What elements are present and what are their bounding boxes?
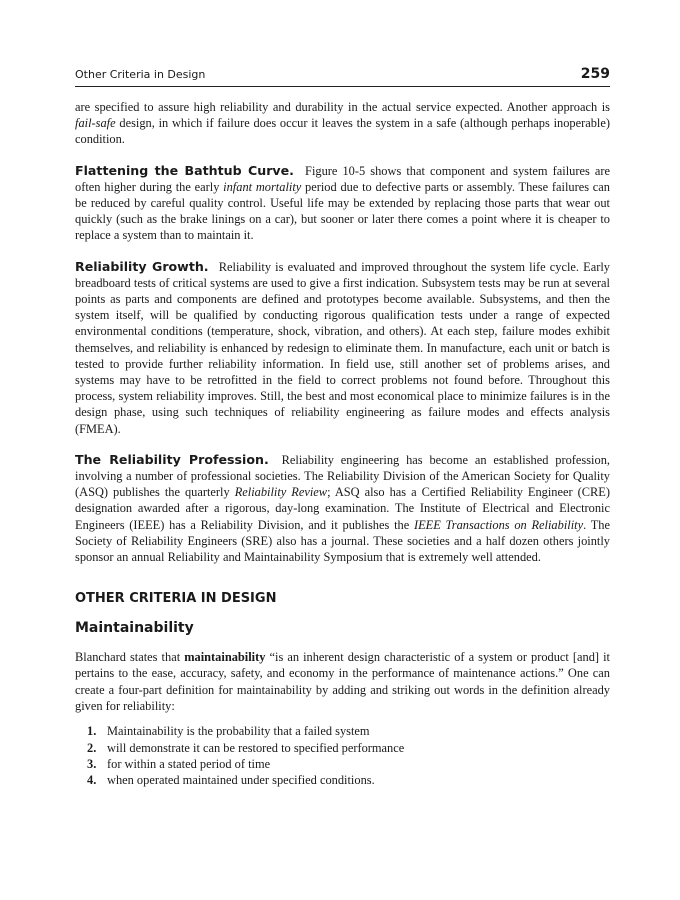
list-item [87,772,610,788]
italic-title: IEEE Transactions on Reliability [413,517,584,532]
paragraph-text: . The Society of Reliability Engineers (SRE) also has a journal. These societies and a half dozen others jointly sponsor an annual Reliability and Maintainability Symposium that is extremely well attended. [75,517,610,565]
run-in-heading: Reliability Growth. [75,258,209,274]
paragraph-text: Reliability is evaluated and improved throughout the system life cycle. Early breadboard tests of critical systems are used to give a first indication. Subsystem tests may be run at several points as parts and components are defined and prototypes become available. Subsystems, and then the system itself, will be qualified by conducting rigorous qualification tests under a range of expected environmental conditions (temperature, shock, vibration, and others). At each step, failure modes exhibit themselves, and reliability is enhanced by redesign to eliminate them. In manufacture, each unit or batch is tested to provide further reliability information. In field use, still another set of problems arises, and systems may have to be retrofitted in the field to correct problems not found before. Throughout this process, system reliability improves. Still, the best and most economical place to minimize failures is in the design phase, using such techniques of reliability engineering as failure modes and effects analysis (FMEA). [75,259,610,436]
italic-term: fail-safe [75,116,116,131]
list-number: 4. [87,773,97,788]
italic-title: Reliability Review [234,485,328,500]
paragraph-text: Blanchard states that [75,650,185,665]
list-text: Maintainability is the probability that a failed system [107,724,370,739]
list-number: 1. [87,724,97,739]
paragraph-reliability-profession [75,452,610,565]
paragraph-fail-safe [75,99,610,148]
running-head-title: Other Criteria in Design [75,68,206,81]
run-in-heading: Flattening the Bathtub Curve. [75,162,294,178]
list-item [87,756,610,772]
paragraph-text: design, in which if failure does occur it leaves the system in a safe (although perhaps inoperable) condition. [75,116,610,147]
italic-term: infant mortality [223,179,302,194]
page-number: 259 [580,66,610,82]
paragraph-maintainability [75,649,610,714]
running-head [75,66,610,87]
paragraph-reliability-growth [75,259,610,437]
paragraph-text: “is an inherent design characteristic of a system or product [and] it pertains to the ease, accuracy, safety, and economy in the performance of maintenance actions.” One can create a four-part definition for maintainability by adding and striking out words in the definition already given for reliability: [75,650,610,713]
list-text: will demonstrate it can be restored to specified performance [107,740,405,755]
paragraph-bathtub-curve [75,163,610,244]
paragraph-text: Figure 10-5 shows that component and system failures are often higher during the early [75,163,610,194]
paragraph-text: are specified to assure high reliability and durability in the actual service expected. Another approach is [75,100,610,114]
paragraph-text: ; ASQ also has a Certified Reliability Engineer (CRE) designation awarded after a rigorous, day-long examination. The Institute of Electrical and Electronic Engineers (IEEE) has a Reliability Division, and it publishes the [75,485,610,532]
paragraph-text: Reliability engineering has become an established profession, involving a number of professional societies. The Reliability Division of the American Society for Quality (ASQ) publishes the quarterly [75,452,610,500]
definition-list [75,723,610,789]
run-in-heading: The Reliability Profession. [75,451,269,467]
list-item [87,740,610,756]
list-item [87,723,610,739]
section-heading: OTHER CRITERIA IN DESIGN [75,591,277,607]
list-number: 3. [87,756,97,771]
subsection-heading: Maintainability [75,620,194,637]
list-number: 2. [87,740,97,755]
list-text: for within a stated period of time [107,756,271,771]
paragraph-text: period due to defective parts or assembly. These failures can be reduced by careful quality control. Useful life may be extended by replacing those parts that wear out quickly (such as the brake linings on a car), but sooner or later there comes a point where it is cheaper to replace a system than to maintain it. [75,179,610,243]
bold-term: maintainability [184,650,266,665]
book-page [75,66,610,789]
list-text: when operated maintained under specified conditions. [107,773,375,788]
